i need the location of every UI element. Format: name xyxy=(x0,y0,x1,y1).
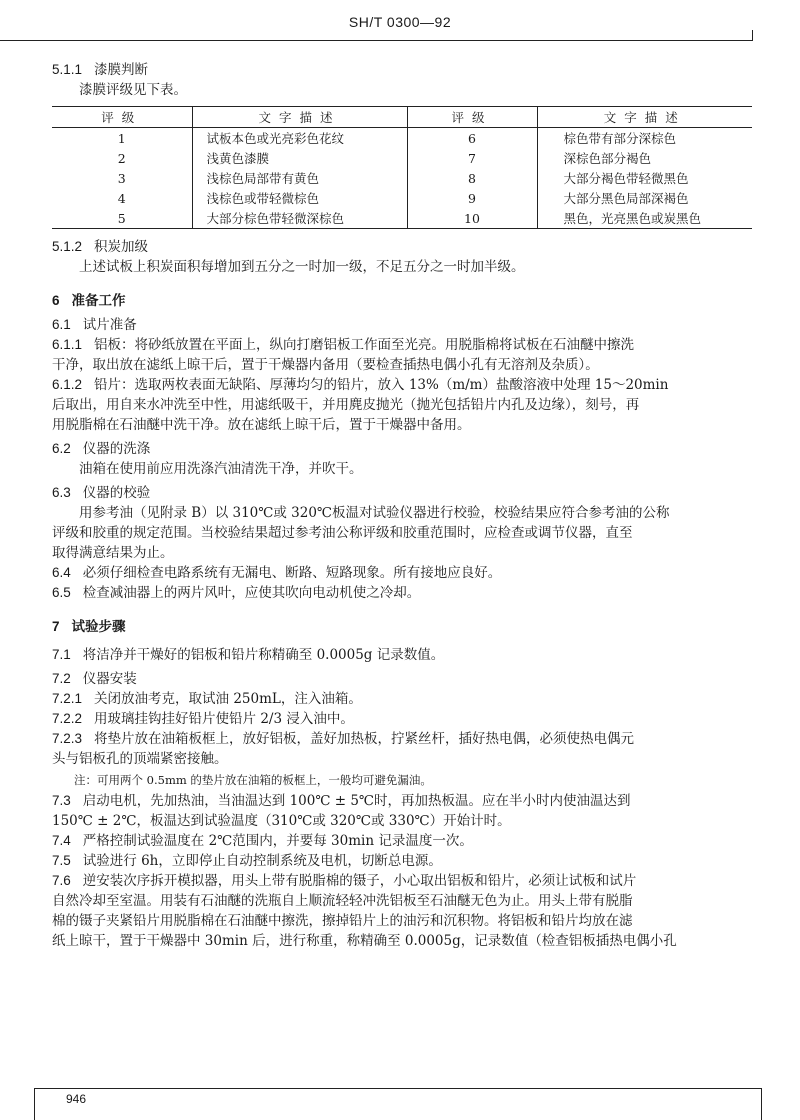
grade-cell: 3 xyxy=(117,170,126,186)
section-6-4: 6.4 必须仔细检查电路系统有无漏电、断路、短路现象。所有接地应良好。 xyxy=(52,565,502,581)
desc-cell: 深棕色部分褐色 xyxy=(537,148,752,168)
grade-cell: 4 xyxy=(117,190,126,206)
grade-cell: 9 xyxy=(407,188,537,208)
desc-cell: 浅棕色局部带有黄色 xyxy=(192,168,407,188)
desc-cell: 试板本色或光亮彩色花纹 xyxy=(192,128,407,149)
section-6-1-1-line: 6.1.1 铝板：将砂纸放置在平面上，纵向打磨铝板工作面至光亮。用脱脂棉将试板在石油醚中擦洗 xyxy=(52,337,635,353)
table-row xyxy=(52,168,752,188)
section-7-2-3-line: 头与铝板孔的顶端紧密接触。 xyxy=(52,751,228,767)
standard-number: SH/T 0300—92 xyxy=(348,14,452,30)
desc-cell: 大部分褐色带轻微黑色 xyxy=(537,168,752,188)
section-7-2-heading: 7.2 仪器安装 xyxy=(52,671,137,687)
col-desc-2: 文字描述 xyxy=(537,107,752,128)
grade-cell: 5 xyxy=(52,208,192,229)
section-6-3-line: 用参考油（见附录 B）以 310℃或 320℃板温对试验仪器进行校验，校验结果应符合参考油的公称 xyxy=(79,505,670,521)
section-7-2-1: 7.2.1 关闭放油考克，取试油 250mL，注入油箱。 xyxy=(52,691,362,707)
section-6-1-2-line: 后取出，用自来水冲洗至中性，用滤纸吸干，并用麂皮抛光（抛光包括铅片内孔及边缘），刻号，再 xyxy=(52,397,640,413)
section-6-heading: 6 准备工作 xyxy=(52,293,126,309)
section-7-4: 7.4 严格控制试验温度在 2℃范围内，并要每 30min 记录温度一次。 xyxy=(52,833,473,849)
desc-cell: 浅黄色漆膜 xyxy=(192,148,407,168)
section-6-5: 6.5 检查减油器上的两片风叶，应使其吹向电动机使之冷却。 xyxy=(52,585,421,601)
document-body xyxy=(52,56,752,951)
table-row xyxy=(52,208,752,229)
section-6-2-heading: 6.2 仪器的洗涤 xyxy=(52,441,151,457)
header-rule xyxy=(0,40,752,41)
section-7-2-2: 7.2.2 用玻璃挂钩挂好铅片使铅片 2/3 浸入油中。 xyxy=(52,711,354,727)
page-header xyxy=(0,8,800,46)
section-5-1-2-heading: 5.1.2 积炭加级 xyxy=(52,239,149,255)
table-row xyxy=(52,128,752,149)
note: 注：可用两个 0.5mm 的垫片放在油箱的板框上，一般均可避免漏油。 xyxy=(74,773,432,787)
desc-cell: 黑色，光亮黑色或炭黑色 xyxy=(537,208,752,229)
table-row xyxy=(52,148,752,168)
section-7-6-line: 自然冷却至室温。用装有石油醚的洗瓶自上顺流轻轻冲洗铝板至石油醚无色为止。用头上带有脱脂 xyxy=(52,893,633,909)
section-5-1-1-heading: 5.1.1 漆膜判断 xyxy=(52,62,149,78)
section-7-1: 7.1 将洁净并干燥好的铝板和铅片称精确至 0.0005g 记录数值。 xyxy=(52,647,445,663)
section-7-6-line: 棉的镊子夹紧铅片用脱脂棉在石油醚中擦洗，擦掉铅片上的油污和沉积物。将铝板和铅片均放在滤 xyxy=(52,913,633,929)
grade-cell: 6 xyxy=(407,128,537,149)
header-tick xyxy=(752,30,753,41)
section-7-6-line: 7.6 逆安装次序拆开模拟器，用头上带有脱脂棉的镊子，小心取出铝板和铅片，必须让试板和试片 xyxy=(52,873,637,889)
footer-frame xyxy=(34,1088,762,1120)
desc-cell: 浅棕色或带轻微棕色 xyxy=(192,188,407,208)
section-7-5: 7.5 试验进行 6h，立即停止自动控制系统及电机，切断总电源。 xyxy=(52,853,442,869)
page-footer xyxy=(0,1084,800,1120)
section-6-3-line: 评级和胶重的规定范围。当校验结果超过参考油公称评级和胶重范围时，应检查或调节仪器，直至 xyxy=(52,525,633,541)
section-6-3-line: 取得满意结果为止。 xyxy=(52,545,174,561)
grade-cell: 1 xyxy=(117,130,126,146)
grade-cell: 10 xyxy=(407,208,537,229)
section-7-3-line: 150℃ ± 2℃，板温达到试验温度（310℃或 320℃或 330℃）开始计时。 xyxy=(52,813,511,829)
col-grade-2: 评级 xyxy=(407,107,537,128)
desc-cell: 大部分棕色带轻微深棕色 xyxy=(192,208,407,229)
section-6-2-body: 油箱在使用前应用洗涤汽油清洗干净，并吹干。 xyxy=(79,461,363,477)
col-desc-1: 文字描述 xyxy=(192,107,407,128)
desc-cell: 棕色带有部分深棕色 xyxy=(537,128,752,149)
section-5-1-1-body: 漆膜评级见下表。 xyxy=(79,82,187,98)
section-7-6-line: 纸上晾干，置于干燥器中 30min 后，进行称重，称精确至 0.0005g，记录数值（检查铝板插热电偶小孔 xyxy=(52,933,677,949)
section-6-1-2-line: 6.1.2 铅片：选取两枚表面无缺陷、厚薄均匀的铅片，放入 13%（m/m）盐酸溶液中处理 15～20min xyxy=(52,377,669,393)
page-number: 946 xyxy=(66,1092,87,1106)
paint-film-grade-table xyxy=(52,106,752,229)
col-grade-1: 评级 xyxy=(52,107,192,128)
grade-cell: 2 xyxy=(117,150,126,166)
grade-cell: 8 xyxy=(407,168,537,188)
section-7-2-3-line: 7.2.3 将垫片放在油箱板框上，放好铝板，盖好加热板，拧紧丝杆，插好热电偶，必须使热电偶元 xyxy=(52,731,635,747)
table-row xyxy=(52,188,752,208)
grade-cell: 7 xyxy=(407,148,537,168)
section-6-1-heading: 6.1 试片准备 xyxy=(52,317,137,333)
section-6-3-heading: 6.3 仪器的校验 xyxy=(52,485,151,501)
section-7-3-line: 7.3 启动电机，先加热油，当油温达到 100℃ ± 5℃时，再加热板温。应在半小时内使油温达到 xyxy=(52,793,631,809)
section-6-1-2-line: 用脱脂棉在石油醚中洗干净。放在滤纸上晾干后，置于干燥器中备用。 xyxy=(52,417,471,433)
section-7-heading: 7 试验步骤 xyxy=(52,619,126,635)
section-5-1-2-body: 上述试板上积炭面积每增加到五分之一时加一级，不足五分之一时加半级。 xyxy=(79,259,525,275)
table-header-row xyxy=(52,107,752,128)
desc-cell: 大部分黑色局部深褐色 xyxy=(537,188,752,208)
section-6-1-1-line: 干净，取出放在滤纸上晾干后，置于干燥器内备用（要检查插热电偶小孔有无溶剂及杂质）。 xyxy=(52,357,599,373)
